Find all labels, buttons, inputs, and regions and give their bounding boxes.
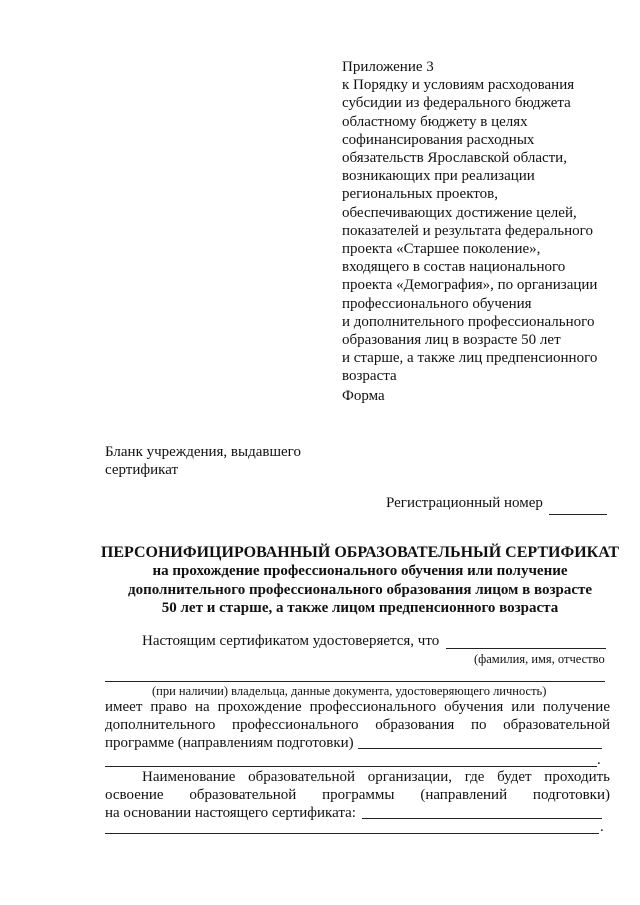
institution-blank-label — [105, 443, 301, 479]
appendix-line: региональных проектов, — [342, 186, 498, 203]
appendix-line: возникающих при реализации — [342, 168, 535, 185]
appendix-line: и дополнительного профессионального — [342, 313, 595, 330]
period-1: . — [597, 752, 601, 768]
certificate-subtitle-line: 50 лет и старше, а также лицом предпенсионного возраста — [161, 600, 559, 617]
appendix-line: софинансирования расходных — [342, 131, 535, 148]
appendix-line: к Порядку и условиям расходования — [342, 77, 575, 94]
certificate-subtitle-line: дополнительного профессионального образования лицом в возрасте — [128, 581, 592, 598]
program-field-2[interactable] — [105, 766, 597, 767]
appendix-line: возраста — [342, 368, 397, 385]
program-field-1[interactable] — [358, 748, 602, 749]
org-text-line-3: на основании настоящего сертификата: — [105, 805, 356, 821]
org-text-line-1: Наименование образовательной организации, где будет проходить — [142, 769, 610, 785]
certify-text: Настоящим сертификатом удостоверяется, что — [142, 633, 440, 649]
appendix-line: и старше, а также лиц предпенсионного — [342, 350, 598, 367]
right-text-line-3: программе (направлениям подготовки) — [105, 735, 354, 751]
holder-name-field-1[interactable] — [446, 648, 606, 649]
appendix-line: профессионального обучения — [342, 295, 532, 312]
appendix-line: областному бюджету в целях — [342, 113, 528, 130]
caption-name: (фамилия, имя, отчество — [474, 652, 605, 666]
right-text-line-1: имеет право на прохождение профессионального обучения или получение — [105, 699, 610, 715]
holder-name-field-2[interactable] — [105, 681, 605, 682]
org-text-line-2: освоение образовательной программы (направлений подготовки) — [105, 787, 610, 803]
institution-blank-line: сертификат — [105, 462, 179, 479]
org-field-2[interactable] — [105, 833, 599, 834]
certificate-title: ПЕРСОНИФИЦИРОВАННЫЙ ОБРАЗОВАТЕЛЬНЫЙ СЕРТИФИКАТ — [100, 544, 620, 561]
appendix-block — [342, 58, 627, 386]
certificate-title-block — [100, 544, 620, 618]
appendix-line: проекта «Старшее поколение», — [342, 241, 541, 258]
form-label: Форма — [342, 388, 385, 404]
institution-blank-line: Бланк учреждения, выдавшего — [105, 444, 301, 460]
registration-number-label: Регистрационный номер — [386, 495, 543, 511]
caption-holder: (при наличии) владельца, данные документа, удостоверяющего личность) — [152, 684, 547, 698]
org-field-1[interactable] — [362, 818, 602, 819]
appendix-line: входящего в состав национального — [342, 259, 566, 276]
period-2: . — [600, 819, 604, 835]
right-text-line-2: дополнительного профессионального образования по образовательной — [105, 717, 610, 733]
appendix-line: субсидии из федерального бюджета — [342, 95, 571, 112]
appendix-line: образования лиц в возрасте 50 лет — [342, 332, 561, 349]
registration-number — [386, 494, 607, 515]
appendix-line: обеспечивающих достижение целей, — [342, 204, 577, 221]
appendix-line: обязательств Ярославской области, — [342, 150, 567, 167]
appendix-line: проекта «Демография», по организации — [342, 277, 598, 294]
appendix-line: показателей и результата федерального — [342, 222, 593, 239]
appendix-line: Приложение 3 — [342, 59, 434, 75]
registration-number-field[interactable] — [549, 499, 607, 515]
certificate-subtitle-line: на прохождение профессионального обучения или получение — [152, 563, 568, 580]
certificate-subtitle — [100, 562, 620, 617]
